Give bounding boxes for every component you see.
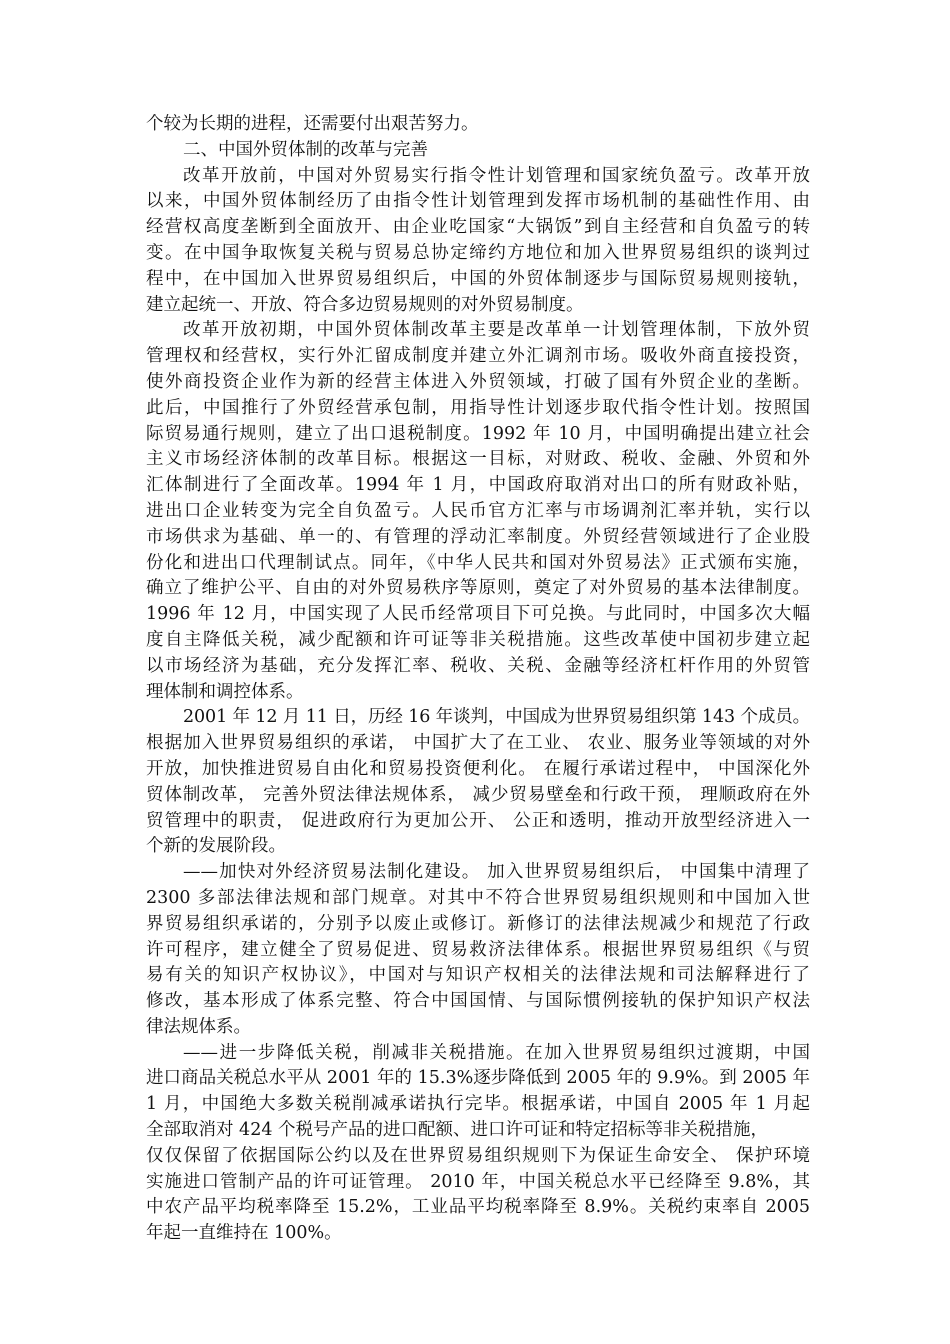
text-line: 1 月，中国绝大多数关税削减承诺执行完毕。根据承诺，中国自 2005 年 1 月起: [146, 1094, 810, 1115]
text-line: 贸体制改革， 完善外贸法律法规体系， 减少贸易壁垒和行政干预， 理顺政府在外: [146, 784, 810, 805]
text-line: 变。在中国争取恢复关税与贸易总协定缔约方地位和加入世界贸易组织的谈判过: [146, 242, 810, 263]
text-line: 贸管理中的职责， 促进政府行为更加公开、 公正和透明，推动开放型经济进入一: [146, 810, 810, 831]
text-line: 中农产品平均税率降至 15.2%，工业品平均税率降至 8.9%。关税约束率自 2005: [146, 1197, 810, 1218]
text-line: 个较为长期的进程，还需要付出艰苦努力。: [146, 114, 479, 134]
text-line: 主义市场经济体制的改革目标。根据这一目标，对财政、税收、金融、外贸和外: [146, 449, 810, 470]
text-line: 市场供求为基础、单一的、有管理的浮动汇率制度。外贸经营领域进行了企业股: [146, 526, 810, 547]
text-line: 界贸易组织承诺的，分别予以废止或修订。新修订的法律法规减少和规范了行政: [146, 913, 810, 934]
text-line: 个新的发展阶段。: [146, 836, 286, 857]
text-line: 改革开放前，中国对外贸易实行指令性计划管理和国家统负盈亏。改革开放: [183, 165, 810, 186]
text-line: 经营权高度垄断到全面放开、由企业吃国家“大锅饭”到自主经营和自负盈亏的转: [146, 217, 810, 238]
document-body: [146, 112, 810, 1247]
text-line: 使外商投资企业作为新的经营主体进入外贸领域，打破了国有外贸企业的垄断。: [146, 371, 810, 392]
text-line: 理体制和调控体系。: [146, 681, 304, 702]
text-line: 1996 年 12 月，中国实现了人民币经常项目下可兑换。与此同时，中国多次大幅: [146, 604, 810, 625]
text-line: ——加快对外经济贸易法制化建设。 加入世界贸易组织后， 中国集中清理了: [183, 862, 810, 883]
text-line: 2300 多部法律法规和部门规章。对其中不符合世界贸易组织规则和中国加入世: [146, 887, 810, 908]
text-line: 进出口企业转变为完全自负盈亏。人民币官方汇率与市场调剂汇率并轨，实行以: [146, 500, 810, 521]
text-line: 根据加入世界贸易组织的承诺， 中国扩大了在工业、 农业、服务业等领域的对外: [146, 733, 810, 754]
text-line: 以来，中国外贸体制经历了由指令性计划管理到发挥市场机制的基础性作用、由: [146, 191, 810, 212]
text-line: 改革开放初期，中国外贸体制改革主要是改革单一计划管理体制，下放外贸: [183, 320, 810, 341]
text-line: 开放，加快推进贸易自由化和贸易投资便利化。 在履行承诺过程中， 中国深化外: [146, 758, 810, 779]
text-line: 律法规体系。: [146, 1016, 251, 1037]
text-line: 际贸易通行规则，建立了出口退税制度。1992 年 10 月，中国明确提出建立社会: [146, 423, 810, 444]
text-line: 以市场经济为基础，充分发挥汇率、税收、关税、金融等经济杠杆作用的外贸管: [146, 655, 810, 676]
text-line: 份化和进出口代理制试点。同年，《中华人民共和国对外贸易法》正式颁布实施，: [146, 552, 810, 573]
text-line: 仅仅保留了依据国际公约以及在世界贸易组织规则下为保证生命安全、 保护环境: [146, 1145, 810, 1166]
text-line: 进口商品关税总水平从 2001 年的 15.3%逐步降低到 2005 年的 9.9%。到 2005 年: [146, 1068, 810, 1089]
text-line: 程中，在中国加入世界贸易组织后，中国的外贸体制逐步与国际贸易规则接轨，: [146, 268, 810, 289]
text-line: 全部取消对 424 个税号产品的进口配额、进口许可证和特定招标等非关税措施，: [146, 1120, 769, 1141]
text-line: 汇体制进行了全面改革。1994 年 1 月，中国政府取消对出口的所有财政补贴，: [146, 475, 810, 496]
text-line: 易有关的知识产权协议》，中国对与知识产权相关的法律法规和司法解释进行了: [146, 965, 810, 986]
text-line: 年起一直维持在 100%。: [146, 1223, 342, 1244]
text-line: 此后，中国推行了外贸经营承包制，用指导性计划逐步取代指令性计划。按照国: [146, 397, 810, 418]
text-line: 2001 年 12 月 11 日，历经 16 年谈判，中国成为世界贸易组织第 143 个成员。: [183, 707, 810, 728]
text-line: 二、中国外贸体制的改革与完善: [183, 139, 428, 160]
text-line: 度自主降低关税，减少配额和许可证等非关税措施。这些改革使中国初步建立起: [146, 629, 810, 650]
text-line: ——进一步降低关税，削减非关税措施。在加入世界贸易组织过渡期，中国: [183, 1042, 810, 1063]
text-line: 管理权和经营权，实行外汇留成制度并建立外汇调剂市场。吸收外商直接投资，: [146, 346, 810, 367]
text-line: 修改，基本形成了体系完整、符合中国国情、与国际惯例接轨的保护知识产权法: [146, 991, 810, 1012]
text-line: 建立起统一、开放、符合多边贸易规则的对外贸易制度。: [146, 294, 584, 315]
text-line: 实施进口管制产品的许可证管理。 2010 年，中国关税总水平已经降至 9.8%，其: [146, 1171, 810, 1192]
text-line: 许可程序，建立健全了贸易促进、贸易救济法律体系。根据世界贸易组织《与贸: [146, 939, 810, 960]
text-line: 确立了维护公平、自由的对外贸易秩序等原则，奠定了对外贸易的基本法律制度。: [146, 578, 810, 599]
